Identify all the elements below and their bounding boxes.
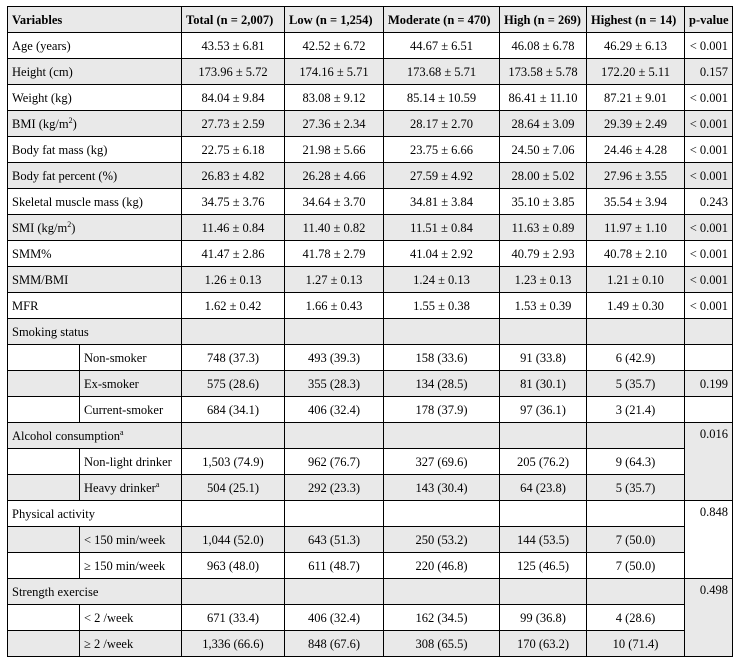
value-cell: 1.66 ± 0.43 (285, 293, 384, 319)
value-cell: 24.50 ± 7.06 (500, 137, 587, 163)
value-cell: 1.24 ± 0.13 (384, 267, 500, 293)
p-value-cell: < 0.001 (685, 33, 733, 59)
indent-cell (8, 371, 80, 397)
p-value-cell: 0.498 (685, 579, 733, 657)
value-cell: 10 (71.4) (587, 631, 685, 657)
indent-cell (8, 397, 80, 423)
value-cell: 28.00 ± 5.02 (500, 163, 587, 189)
table-row (8, 553, 733, 579)
empty-cell (384, 319, 500, 345)
value-cell: 643 (51.3) (285, 527, 384, 553)
value-cell: 173.58 ± 5.78 (500, 59, 587, 85)
value-cell: 3 (21.4) (587, 397, 685, 423)
value-cell: 22.75 ± 6.18 (182, 137, 285, 163)
value-cell: 162 (34.5) (384, 605, 500, 631)
value-cell: 83.08 ± 9.12 (285, 85, 384, 111)
empty-cell (285, 579, 384, 605)
row-label (80, 631, 182, 657)
value-cell: 1.27 ± 0.13 (285, 267, 384, 293)
table-body (8, 33, 733, 657)
label-text: ≥ 150 min/week (84, 558, 166, 573)
indent-cell (8, 605, 80, 631)
empty-cell (182, 319, 285, 345)
empty-cell (685, 397, 733, 423)
p-value-cell: < 0.001 (685, 111, 733, 137)
value-cell: 748 (37.3) (182, 345, 285, 371)
indent-cell (8, 475, 80, 501)
value-cell: 406 (32.4) (285, 605, 384, 631)
label-text: Current-smoker (84, 402, 164, 417)
row-label (80, 397, 182, 423)
value-cell: 1.23 ± 0.13 (500, 267, 587, 293)
value-cell: 28.17 ± 2.70 (384, 111, 500, 137)
value-cell: 87.21 ± 9.01 (587, 85, 685, 111)
value-cell: 34.64 ± 3.70 (285, 189, 384, 215)
empty-cell (500, 423, 587, 449)
value-cell: 493 (39.3) (285, 345, 384, 371)
header-p-value: p-value (685, 7, 733, 33)
header-highest: Highest (n = 14) (587, 7, 685, 33)
label-text: Non-smoker (84, 350, 147, 365)
value-cell: 6 (42.9) (587, 345, 685, 371)
value-cell: 11.97 ± 1.10 (587, 215, 685, 241)
label-text: SMI (kg/m (12, 220, 68, 235)
value-cell: 250 (53.2) (384, 527, 500, 553)
label-text: ≥ 2 /week (84, 636, 134, 651)
row-label (80, 527, 182, 553)
value-cell: 308 (65.5) (384, 631, 500, 657)
empty-cell (685, 319, 733, 345)
p-value-cell: < 0.001 (685, 137, 733, 163)
table-row (8, 163, 733, 189)
row-label (80, 475, 182, 501)
value-cell: 1.21 ± 0.10 (587, 267, 685, 293)
empty-cell (685, 345, 733, 371)
label-suffix: ) (71, 220, 76, 235)
value-cell: 1.62 ± 0.42 (182, 293, 285, 319)
value-cell: 27.59 ± 4.92 (384, 163, 500, 189)
label-suffix: ) (72, 116, 77, 131)
header-high: High (n = 269) (500, 7, 587, 33)
label-text: Strength exercise (12, 584, 99, 599)
empty-cell (384, 423, 500, 449)
table-row (8, 241, 733, 267)
value-cell: 5 (35.7) (587, 371, 685, 397)
row-label (80, 371, 182, 397)
p-value-cell: < 0.001 (685, 215, 733, 241)
value-cell: 43.53 ± 6.81 (182, 33, 285, 59)
characteristics-table (7, 6, 733, 657)
value-cell: 9 (64.3) (587, 449, 685, 475)
header-low: Low (n = 1,254) (285, 7, 384, 33)
p-value-cell: 0.157 (685, 59, 733, 85)
table-row (8, 59, 733, 85)
p-value-cell: 0.848 (685, 501, 733, 579)
value-cell: 406 (32.4) (285, 397, 384, 423)
table-row (8, 397, 733, 423)
table-row (8, 189, 733, 215)
row-label (8, 267, 182, 293)
p-value-cell: < 0.001 (685, 163, 733, 189)
label-text: Non-light drinker (84, 454, 172, 469)
value-cell: 23.75 ± 6.66 (384, 137, 500, 163)
p-value-cell: < 0.001 (685, 241, 733, 267)
value-cell: 11.63 ± 0.89 (500, 215, 587, 241)
table-row (8, 293, 733, 319)
value-cell: 1.49 ± 0.30 (587, 293, 685, 319)
row-label (8, 501, 182, 527)
table-row (8, 137, 733, 163)
empty-cell (182, 501, 285, 527)
value-cell: 11.46 ± 0.84 (182, 215, 285, 241)
table-row (8, 631, 733, 657)
value-cell: 4 (28.6) (587, 605, 685, 631)
empty-cell (500, 319, 587, 345)
group-header-row (8, 579, 733, 605)
value-cell: 44.67 ± 6.51 (384, 33, 500, 59)
value-cell: 327 (69.6) (384, 449, 500, 475)
value-cell: 34.81 ± 3.84 (384, 189, 500, 215)
table-row (8, 527, 733, 553)
value-cell: 27.36 ± 2.34 (285, 111, 384, 137)
label-text: SMM/BMI (12, 272, 69, 287)
label-text: Body fat mass (kg) (12, 142, 108, 157)
value-cell: 40.78 ± 2.10 (587, 241, 685, 267)
value-cell: 27.96 ± 3.55 (587, 163, 685, 189)
value-cell: 1,503 (74.9) (182, 449, 285, 475)
row-label (80, 553, 182, 579)
label-text: Body fat percent (%) (12, 168, 118, 183)
value-cell: 40.79 ± 2.93 (500, 241, 587, 267)
value-cell: 41.78 ± 2.79 (285, 241, 384, 267)
table-row (8, 33, 733, 59)
value-cell: 1,044 (52.0) (182, 527, 285, 553)
value-cell: 144 (53.5) (500, 527, 587, 553)
label-text: Heavy drinker (84, 480, 156, 495)
header-total: Total (n = 2,007) (182, 7, 285, 33)
value-cell: 174.16 ± 5.71 (285, 59, 384, 85)
value-cell: 26.28 ± 4.66 (285, 163, 384, 189)
value-cell: 26.83 ± 4.82 (182, 163, 285, 189)
table-row (8, 215, 733, 241)
label-text: Weight (kg) (12, 90, 72, 105)
row-label (8, 579, 182, 605)
empty-cell (587, 579, 685, 605)
value-cell: 611 (48.7) (285, 553, 384, 579)
p-value-cell: 0.199 (685, 371, 733, 397)
table-row (8, 85, 733, 111)
value-cell: 671 (33.4) (182, 605, 285, 631)
value-cell: 1.53 ± 0.39 (500, 293, 587, 319)
label-text: Alcohol consumption (12, 428, 120, 443)
table-row (8, 267, 733, 293)
value-cell: 575 (28.6) (182, 371, 285, 397)
row-label (8, 423, 182, 449)
row-label (80, 345, 182, 371)
value-cell: 42.52 ± 6.72 (285, 33, 384, 59)
empty-cell (587, 319, 685, 345)
group-header-row (8, 423, 733, 449)
value-cell: 962 (76.7) (285, 449, 384, 475)
row-label (8, 241, 182, 267)
value-cell: 172.20 ± 5.11 (587, 59, 685, 85)
value-cell: 81 (30.1) (500, 371, 587, 397)
label-text: SMM% (12, 246, 52, 261)
empty-cell (500, 579, 587, 605)
value-cell: 1.55 ± 0.38 (384, 293, 500, 319)
label-text: MFR (12, 298, 39, 313)
indent-cell (8, 527, 80, 553)
label-text: Age (years) (12, 38, 71, 53)
value-cell: 178 (37.9) (384, 397, 500, 423)
value-cell: 46.29 ± 6.13 (587, 33, 685, 59)
p-value-cell: < 0.001 (685, 85, 733, 111)
group-header-row (8, 501, 733, 527)
value-cell: 85.14 ± 10.59 (384, 85, 500, 111)
row-label (80, 449, 182, 475)
value-cell: 64 (23.8) (500, 475, 587, 501)
value-cell: 173.68 ± 5.71 (384, 59, 500, 85)
table-row (8, 449, 733, 475)
table-row (8, 371, 733, 397)
table-row (8, 111, 733, 137)
label-text: < 2 /week (84, 610, 134, 625)
value-cell: 21.98 ± 5.66 (285, 137, 384, 163)
value-cell: 7 (50.0) (587, 553, 685, 579)
value-cell: 143 (30.4) (384, 475, 500, 501)
label-superscript: 2 (68, 115, 73, 125)
row-label (8, 137, 182, 163)
row-label (8, 189, 182, 215)
empty-cell (285, 319, 384, 345)
value-cell: 684 (34.1) (182, 397, 285, 423)
row-label (8, 111, 182, 137)
value-cell: 504 (25.1) (182, 475, 285, 501)
value-cell: 24.46 ± 4.28 (587, 137, 685, 163)
value-cell: 1.26 ± 0.13 (182, 267, 285, 293)
indent-cell (8, 553, 80, 579)
value-cell: 125 (46.5) (500, 553, 587, 579)
label-text: BMI (kg/m (12, 116, 69, 131)
empty-cell (285, 423, 384, 449)
label-text: Skeletal muscle mass (kg) (12, 194, 143, 209)
value-cell: 848 (67.6) (285, 631, 384, 657)
empty-cell (384, 579, 500, 605)
value-cell: 29.39 ± 2.49 (587, 111, 685, 137)
value-cell: 97 (36.1) (500, 397, 587, 423)
value-cell: 5 (35.7) (587, 475, 685, 501)
value-cell: 46.08 ± 6.78 (500, 33, 587, 59)
label-text: Physical activity (12, 506, 95, 521)
value-cell: 1,336 (66.6) (182, 631, 285, 657)
p-value-cell: 0.243 (685, 189, 733, 215)
value-cell: 99 (36.8) (500, 605, 587, 631)
empty-cell (182, 423, 285, 449)
label-text: Ex-smoker (84, 376, 139, 391)
row-label (8, 163, 182, 189)
empty-cell (587, 501, 685, 527)
table-row (8, 605, 733, 631)
label-text: Height (cm) (12, 64, 73, 79)
value-cell: 35.10 ± 3.85 (500, 189, 587, 215)
label-superscript: a (119, 427, 124, 437)
value-cell: 355 (28.3) (285, 371, 384, 397)
row-label (8, 319, 182, 345)
header-moderate: Moderate (n = 470) (384, 7, 500, 33)
empty-cell (587, 423, 685, 449)
indent-cell (8, 631, 80, 657)
header-row (8, 7, 733, 33)
table-row (8, 475, 733, 501)
indent-cell (8, 449, 80, 475)
empty-cell (500, 501, 587, 527)
value-cell: 41.04 ± 2.92 (384, 241, 500, 267)
value-cell: 173.96 ± 5.72 (182, 59, 285, 85)
empty-cell (182, 579, 285, 605)
label-superscript: 2 (67, 219, 72, 229)
value-cell: 91 (33.8) (500, 345, 587, 371)
value-cell: 205 (76.2) (500, 449, 587, 475)
value-cell: 35.54 ± 3.94 (587, 189, 685, 215)
row-label (8, 293, 182, 319)
value-cell: 11.40 ± 0.82 (285, 215, 384, 241)
value-cell: 134 (28.5) (384, 371, 500, 397)
value-cell: 7 (50.0) (587, 527, 685, 553)
table-row (8, 345, 733, 371)
p-value-cell: 0.016 (685, 423, 733, 501)
row-label (8, 33, 182, 59)
label-text: Smoking status (12, 324, 89, 339)
value-cell: 158 (33.6) (384, 345, 500, 371)
p-value-cell: < 0.001 (685, 267, 733, 293)
value-cell: 86.41 ± 11.10 (500, 85, 587, 111)
value-cell: 292 (23.3) (285, 475, 384, 501)
header-variables: Variables (8, 7, 182, 33)
empty-cell (285, 501, 384, 527)
value-cell: 84.04 ± 9.84 (182, 85, 285, 111)
value-cell: 170 (63.2) (500, 631, 587, 657)
label-text: < 150 min/week (84, 532, 166, 547)
value-cell: 963 (48.0) (182, 553, 285, 579)
group-header-row (8, 319, 733, 345)
value-cell: 220 (46.8) (384, 553, 500, 579)
indent-cell (8, 345, 80, 371)
value-cell: 34.75 ± 3.76 (182, 189, 285, 215)
row-label (8, 215, 182, 241)
row-label (8, 85, 182, 111)
label-superscript: a (155, 479, 160, 489)
value-cell: 11.51 ± 0.84 (384, 215, 500, 241)
value-cell: 28.64 ± 3.09 (500, 111, 587, 137)
empty-cell (384, 501, 500, 527)
value-cell: 27.73 ± 2.59 (182, 111, 285, 137)
p-value-cell: < 0.001 (685, 293, 733, 319)
row-label (80, 605, 182, 631)
row-label (8, 59, 182, 85)
value-cell: 41.47 ± 2.86 (182, 241, 285, 267)
